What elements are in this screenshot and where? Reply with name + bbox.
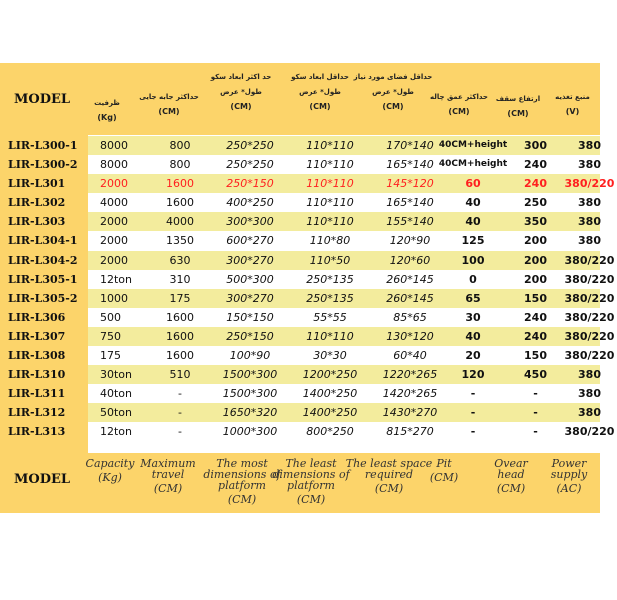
footer-column (272, 458, 350, 505)
table-row (88, 251, 615, 270)
cell-max-dim: 250*250 (226, 158, 274, 172)
cell-travel: 1600 (166, 196, 194, 210)
cell-capacity: 30ton (100, 368, 133, 382)
table-row (88, 346, 615, 365)
footer-column-title: Pit (436, 457, 452, 470)
cell-pit: - (470, 387, 476, 401)
header-column-title: طول* عرض (220, 88, 262, 96)
model-name: LIR-L305-1 (8, 272, 78, 286)
header-column-title: طول* عرض (299, 88, 341, 96)
cell-pit: 20 (465, 349, 481, 363)
cell-min-dim: 250*135 (306, 291, 354, 305)
cell-pit: 120 (461, 368, 485, 382)
cell-min-dim: 110*110 (306, 215, 354, 229)
cell-space: 815*270 (386, 425, 434, 439)
cell-power: 380 (578, 234, 601, 248)
cell-travel: 175 (169, 291, 191, 305)
header-column (352, 70, 434, 114)
cell-overhead: 300 (524, 139, 547, 152)
cell-min-dim: 110*110 (306, 177, 354, 191)
cell-min-dim: 110*110 (306, 329, 354, 343)
model-name: LIR-L308 (8, 349, 66, 363)
cell-travel: 4000 (166, 215, 194, 229)
cell-pit: 100 (461, 253, 485, 267)
cell-min-dim: 1400*250 (302, 406, 358, 420)
table-row (88, 174, 615, 193)
cell-travel: - (178, 406, 182, 420)
cell-overhead: 450 (524, 368, 547, 382)
cell-max-dim: 250*250 (226, 139, 274, 152)
header-band-stub (0, 63, 12, 135)
model-name: LIR-L307 (8, 329, 66, 343)
model-name: LIR-L310 (8, 368, 66, 382)
header-column (280, 70, 360, 114)
cell-capacity: 2000 (100, 253, 128, 267)
cell-space: 120*60 (389, 253, 431, 267)
cell-space: 60*40 (393, 349, 427, 363)
cell-overhead: 240 (524, 329, 547, 343)
footer-column-unit: (Kg) (98, 471, 122, 484)
cell-space: 1420*265 (382, 387, 438, 401)
header-column-title: طول* عرض (372, 88, 414, 96)
cell-space: 260*145 (386, 272, 434, 286)
table-row (88, 365, 600, 384)
footer-column-unit: (CM) (429, 471, 459, 484)
header-column-title: ارتفاع سقف (495, 95, 541, 103)
cell-overhead: 240 (524, 158, 547, 172)
cell-space: 120*90 (389, 234, 431, 248)
footer-column-title: Maximum travel (140, 457, 196, 481)
model-name: LIR-L311 (8, 387, 66, 401)
spec-table (88, 136, 615, 442)
cell-overhead: - (533, 425, 538, 439)
cell-travel: 800 (169, 158, 191, 172)
cell-overhead: 150 (524, 349, 547, 363)
header-column-unit: (Kg) (97, 113, 117, 122)
cell-power: 380 (578, 196, 601, 210)
cell-pit: 65 (465, 291, 481, 305)
table-row (88, 193, 600, 212)
model-name: LIR-L303 (8, 215, 66, 229)
cell-pit: 60 (465, 177, 481, 191)
cell-power: 380/220 (564, 253, 615, 267)
cell-power: 380/220 (564, 329, 615, 343)
footer-column (540, 458, 598, 494)
header-column-title: منبع تغذیه (555, 93, 590, 101)
model-name: LIR-L312 (8, 406, 66, 420)
cell-min-dim: 110*80 (309, 234, 351, 248)
cell-overhead: 200 (524, 234, 547, 248)
footer-column-unit: (CM) (153, 482, 183, 495)
model-list (0, 136, 88, 442)
header-column-unit: (CM) (309, 102, 331, 111)
cell-power: 380/220 (564, 349, 615, 363)
cell-max-dim: 100*90 (229, 349, 271, 363)
cell-power: 380 (578, 139, 601, 152)
table-row (88, 212, 600, 231)
cell-capacity: 12ton (100, 272, 133, 286)
model-name: LIR-L304-1 (8, 234, 78, 248)
footer-column-title: The most dimensions of platform (203, 457, 281, 492)
footer-column-title: Capacity (85, 457, 135, 470)
cell-capacity: 500 (100, 310, 121, 324)
cell-travel: 510 (169, 368, 191, 382)
cell-overhead: - (533, 406, 538, 420)
table-row (88, 422, 615, 441)
cell-max-dim: 1500*300 (222, 368, 278, 382)
header-column (82, 96, 132, 125)
header-column (492, 92, 544, 121)
footer-column-unit: (CM) (374, 482, 404, 495)
cell-min-dim: 30*30 (313, 349, 347, 363)
cell-overhead: 350 (524, 215, 547, 229)
cell-power: 380/220 (564, 177, 615, 191)
header-column-unit: (CM) (507, 109, 529, 118)
model-name: LIR-L302 (8, 196, 66, 210)
footer-column-title: The least dimensions of platform (272, 457, 350, 492)
cell-space: 165*140 (386, 196, 434, 210)
cell-min-dim: 110*110 (306, 196, 354, 210)
cell-overhead: 240 (524, 310, 547, 324)
footer-column (420, 458, 468, 483)
footer-column-unit: (AC) (556, 482, 582, 495)
cell-travel: 1600 (166, 349, 194, 363)
cell-capacity: 50ton (100, 406, 133, 420)
cell-capacity: 8000 (100, 158, 128, 172)
cell-travel: 800 (169, 139, 191, 152)
cell-pit: 40CM+height (438, 140, 508, 150)
cell-pit: 40 (465, 329, 481, 343)
cell-space: 165*140 (386, 158, 434, 172)
cell-travel: 310 (169, 272, 191, 286)
cell-max-dim: 500*300 (226, 272, 274, 286)
cell-overhead: - (533, 387, 538, 401)
header-column-title: حداکثر عمق چاله (430, 93, 488, 101)
cell-power: 380 (578, 368, 601, 382)
model-name: LIR-L306 (8, 310, 66, 324)
model-name: LIR-L305-2 (8, 291, 78, 305)
cell-max-dim: 400*250 (226, 196, 274, 210)
model-name: LIR-L300-2 (8, 158, 78, 172)
cell-min-dim: 110*110 (306, 139, 354, 152)
cell-min-dim: 800*250 (306, 425, 354, 439)
cell-space: 145*120 (386, 177, 434, 191)
cell-space: 170*140 (386, 139, 434, 152)
cell-space: 85*65 (393, 310, 427, 324)
cell-pit: - (470, 406, 476, 420)
cell-capacity: 175 (100, 349, 121, 363)
cell-capacity: 2000 (100, 234, 128, 248)
cell-travel: 630 (169, 253, 191, 267)
cell-capacity: 8000 (100, 139, 128, 152)
cell-max-dim: 150*150 (226, 310, 274, 324)
cell-min-dim: 250*135 (306, 272, 354, 286)
cell-max-dim: 1000*300 (222, 425, 278, 439)
header-column (200, 70, 282, 114)
header-model-label: MODEL (14, 92, 71, 107)
cell-pit: 30 (465, 310, 481, 324)
cell-max-dim: 300*270 (226, 253, 274, 267)
footer-column (486, 458, 536, 494)
cell-travel: 1350 (166, 234, 194, 248)
header-column-title: حد اکثر ابعاد سکو (210, 73, 272, 81)
header-column-unit: (CM) (230, 102, 252, 111)
header-column-unit: (V) (565, 107, 580, 116)
cell-capacity: 1000 (100, 291, 128, 305)
model-name: LIR-L313 (8, 425, 66, 439)
cell-overhead: 200 (524, 253, 547, 267)
cell-max-dim: 250*150 (226, 329, 274, 343)
table-row (88, 308, 615, 327)
model-name: LIR-L301 (8, 177, 66, 191)
header-column (138, 90, 200, 119)
footer-column (136, 458, 200, 494)
cell-max-dim: 300*300 (226, 215, 274, 229)
cell-capacity: 4000 (100, 196, 128, 210)
cell-space: 155*140 (386, 215, 434, 229)
table-row (88, 384, 600, 403)
cell-min-dim: 55*55 (313, 310, 347, 324)
footer-column (82, 458, 138, 483)
model-name: LIR-L304-2 (8, 253, 78, 267)
cell-min-dim: 110*50 (309, 253, 351, 267)
cell-power: 380 (578, 387, 601, 401)
header-column (428, 90, 490, 119)
table-row (88, 289, 615, 308)
header-column (545, 90, 600, 119)
cell-capacity: 750 (100, 329, 121, 343)
cell-power: 380/220 (564, 425, 615, 439)
cell-travel: 1600 (166, 310, 194, 324)
cell-max-dim: 250*150 (226, 177, 274, 191)
cell-travel: - (178, 425, 182, 439)
cell-power: 380/220 (564, 310, 615, 324)
cell-min-dim: 110*110 (306, 158, 354, 172)
header-column-title: حداکثر جابه جایی (139, 93, 199, 101)
table-row (88, 327, 615, 346)
cell-max-dim: 600*270 (226, 234, 274, 248)
cell-max-dim: 300*270 (226, 291, 274, 305)
header-column-title: حداقل ابعاد سکو (291, 73, 349, 81)
footer-column-unit: (CM) (296, 493, 326, 506)
cell-capacity: 40ton (100, 387, 133, 401)
cell-power: 380 (578, 406, 601, 420)
cell-max-dim: 1500*300 (222, 387, 278, 401)
cell-power: 380 (578, 215, 601, 229)
header-column-unit: (CM) (448, 107, 470, 116)
cell-capacity: 12ton (100, 425, 133, 439)
header-column-unit: (CM) (158, 107, 180, 116)
cell-pit: 40CM+height (438, 159, 508, 170)
cell-pit: 40 (465, 215, 481, 229)
cell-pit: 0 (469, 272, 477, 286)
footer-column-unit: (CM) (496, 482, 526, 495)
footer-model-label: MODEL (14, 472, 71, 487)
model-name: LIR-L300-1 (8, 139, 78, 152)
table-row (88, 231, 600, 250)
cell-capacity: 2000 (100, 177, 128, 191)
table-row (88, 270, 615, 289)
cell-power: 380/220 (564, 272, 615, 286)
cell-overhead: 150 (524, 291, 547, 305)
cell-min-dim: 1200*250 (302, 368, 358, 382)
cell-pit: 40 (465, 196, 481, 210)
table-row (88, 136, 600, 155)
cell-overhead: 200 (524, 272, 547, 286)
cell-travel: - (178, 387, 182, 401)
cell-max-dim: 1650*320 (222, 406, 278, 420)
cell-pit: - (470, 425, 476, 439)
footer-column-unit: (CM) (227, 493, 257, 506)
cell-travel: 1600 (166, 329, 194, 343)
footer-column-title: Ovear head (494, 457, 528, 481)
cell-space: 1430*270 (382, 406, 438, 420)
cell-overhead: 250 (524, 196, 547, 210)
cell-pit: 125 (461, 234, 485, 248)
footer-column-title: Power supply (550, 457, 588, 481)
cell-power: 380/220 (564, 291, 615, 305)
header-column-title: ظرفیت (94, 99, 120, 107)
cell-space: 130*120 (386, 329, 434, 343)
table-row (88, 403, 600, 422)
cell-power: 380 (578, 158, 601, 172)
table-row (88, 155, 600, 174)
header-column-unit: (CM) (382, 102, 404, 111)
cell-overhead: 240 (524, 177, 547, 191)
cell-travel: 1600 (166, 177, 194, 191)
header-column-title: حداقل فضای مورد نیاز (353, 73, 433, 81)
cell-capacity: 2000 (100, 215, 128, 229)
footer-column-title: The least space required (345, 457, 433, 481)
cell-space: 260*145 (386, 291, 434, 305)
cell-min-dim: 1400*250 (302, 387, 358, 401)
cell-space: 1220*265 (382, 368, 438, 382)
